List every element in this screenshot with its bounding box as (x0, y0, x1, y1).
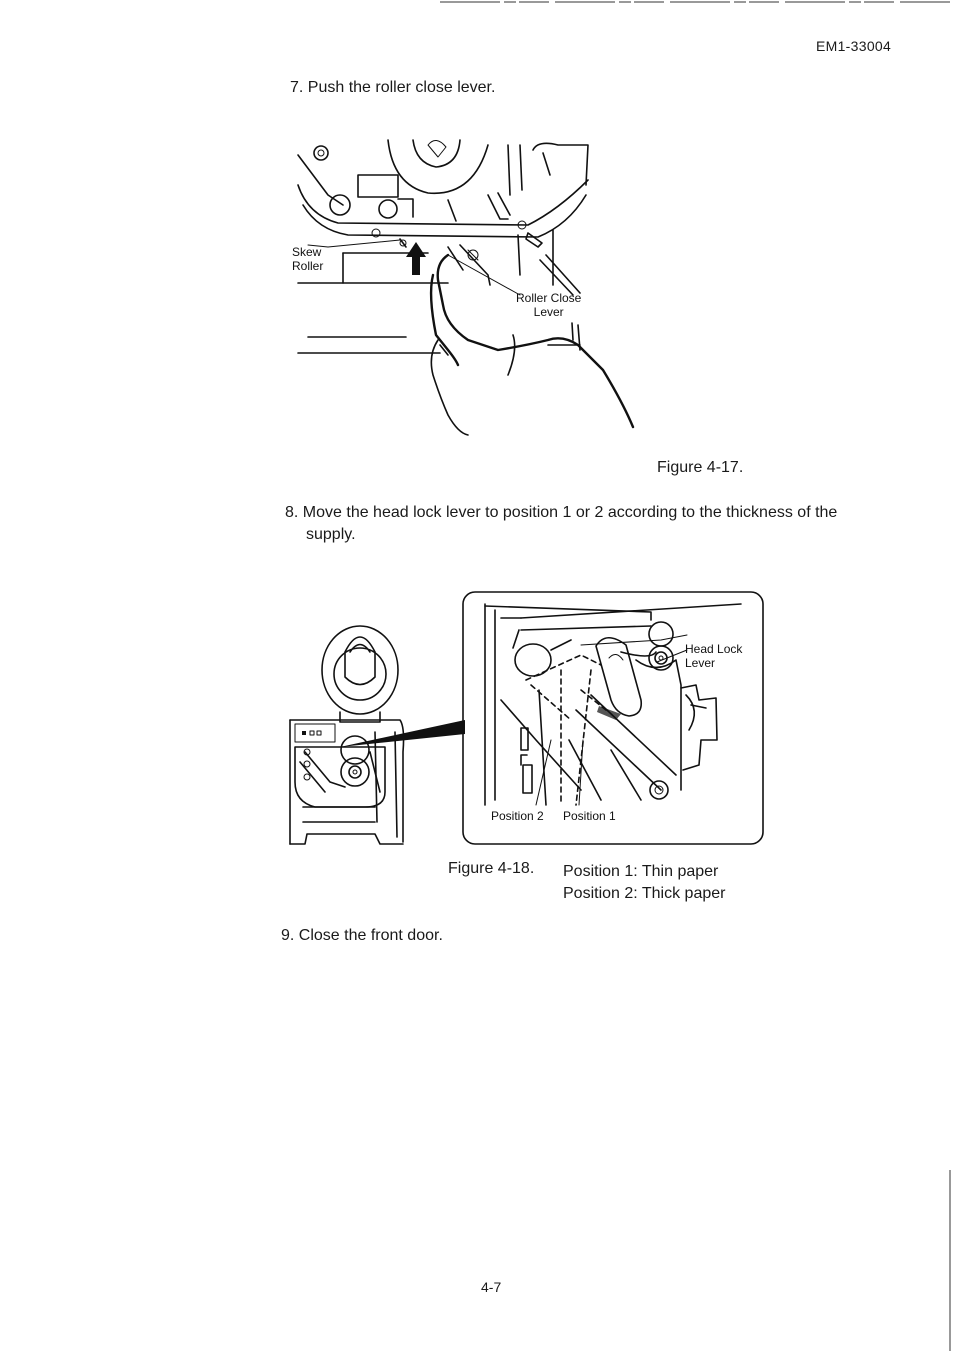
label-roller-close-lever (516, 291, 581, 319)
top-border-line (0, 0, 954, 6)
step-text: Push the roller close lever. (307, 79, 496, 96)
step-number: 7. (290, 79, 304, 96)
label-position-1: Position 1 (563, 809, 616, 823)
step-7 (290, 77, 495, 99)
label-skew-roller-line1: Skew (292, 245, 322, 259)
label-head-lock-lever (685, 642, 742, 670)
label-skew-roller-line2: Roller (292, 259, 324, 273)
figure-4-18-caption: Figure 4-18. (448, 860, 535, 877)
label-roller-close-line2: Lever (533, 305, 564, 319)
figure-4-17-caption: Figure 4-17. (657, 459, 744, 476)
step-number: 9. (281, 927, 295, 944)
label-position-2: Position 2 (491, 809, 544, 823)
step-text-line2: supply. (306, 526, 356, 543)
figure-4-18-printer-overview (285, 622, 465, 852)
note-position-2: Position 2: Thick paper (563, 885, 726, 902)
label-head-lock-line2: Lever (685, 656, 716, 670)
label-skew-roller (292, 245, 323, 273)
note-position-1: Position 1: Thin paper (563, 863, 719, 880)
step-text: Close the front door. (298, 927, 443, 944)
label-head-lock-line1: Head Lock (685, 642, 743, 656)
document-id: EM1-33004 (816, 38, 892, 54)
label-roller-close-line1: Roller Close (516, 291, 582, 305)
step-text-line1: Move the head lock lever to position 1 or 2 according to the thickness of the (302, 504, 838, 521)
step-8 (285, 502, 905, 546)
figure-4-17-illustration (288, 135, 648, 445)
figure-4-18-detail-illustration (461, 590, 765, 846)
step-9 (281, 925, 443, 947)
step-number: 8. (285, 504, 299, 521)
page-number: 4-7 (481, 1279, 502, 1295)
figure-4-18-notes (563, 861, 725, 905)
right-edge-line (948, 0, 952, 1351)
